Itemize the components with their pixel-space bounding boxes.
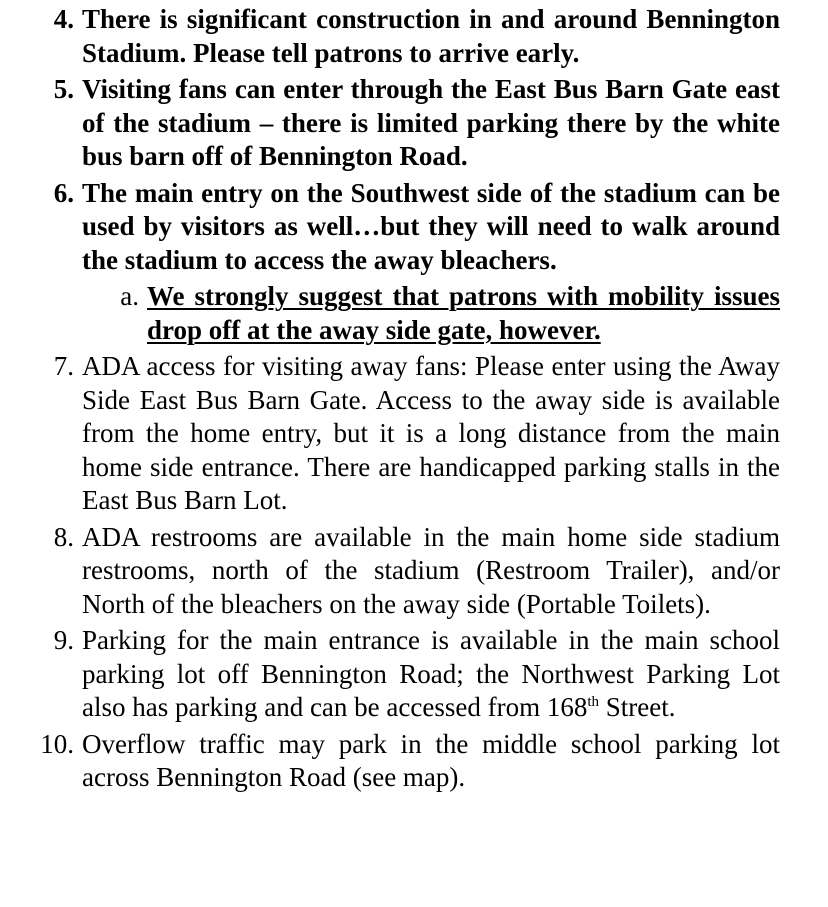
- list-number: 4.: [53, 4, 74, 34]
- list-item-6: [53, 177, 780, 278]
- list-subitem-text: We strongly suggest that patrons with mobility issues drop off at the away side gate, however.: [147, 281, 780, 345]
- list-item-9: [53, 624, 780, 725]
- list-item-text: The main entry on the Southwest side of the stadium can be used by visitors as well…but they will need to walk around the stadium to access the away bleachers.: [82, 177, 780, 275]
- list-number: 6.: [53, 177, 74, 208]
- list-item-10: [40, 728, 780, 795]
- list-item-text: There is significant construction in and around Bennington Stadium. Please tell patrons to arrive early.: [82, 4, 780, 68]
- ordinal-superscript: th: [587, 694, 599, 710]
- list-item-5: [53, 73, 780, 174]
- list-number: 7.: [53, 351, 74, 381]
- list-number: 10.: [40, 728, 74, 759]
- list-item-text: [82, 624, 780, 725]
- list-number: 8.: [53, 521, 74, 552]
- list-subitem-a: [120, 280, 780, 347]
- list-item-8: [53, 521, 780, 622]
- list-item-4: [53, 3, 780, 70]
- list-number: 5.: [53, 74, 74, 104]
- list-item-text: ADA restrooms are available in the main home side stadium restrooms, north of the stadium (Restroom Trailer), and/or North of the bleachers on the away side (Portable Toilets).: [82, 521, 780, 619]
- list-item-text: Visiting fans can enter through the East Bus Barn Gate east of the stadium – there is limited parking there by the white bus barn off of Bennington Road.: [82, 74, 780, 171]
- list-item-text: Overflow traffic may park in the middle school parking lot across Bennington Road (see map).: [82, 728, 780, 792]
- list-item-text: ADA access for visiting away fans: Please enter using the Away Side East Bus Barn Gate. Access to the away side is available from the home entry, but it is a long distance from the main home side entrance. There are handicapped parking stalls in the East Bus Barn Lot.: [82, 351, 780, 515]
- list-item-text-tail: Street.: [599, 692, 676, 722]
- list-letter: a.: [120, 281, 139, 311]
- list-item-text-main: Parking for the main entrance is available in the main school parking lot off Bennington Road; the Northwest Parking Lot also has parking and can be accessed from 168: [82, 625, 780, 722]
- list-number: 9.: [53, 625, 74, 655]
- list-item-7: [53, 350, 780, 518]
